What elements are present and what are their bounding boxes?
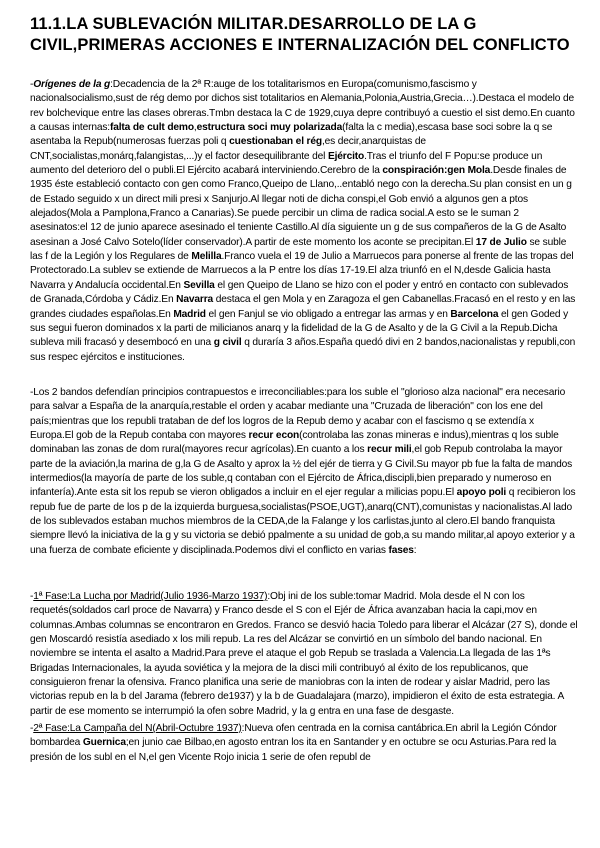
emphasis-run: recur econ	[248, 430, 300, 442]
text-run: ;en junio cae Bilbao,en agosto entran los ita en Santander y en octubre se ocu Asturias.Para red la presión de los subl en el N,el gen Vicente Rojo inicia 1 serie de ofen republ de	[30, 737, 557, 763]
emphasis-run: Madrid	[173, 308, 206, 320]
text-run: .Tras el triunfo del F Popu:se produce un aumento del deterioro del o publi.El Ejército acabará interviniendo.Cerebro de la	[30, 150, 543, 177]
emphasis-run: Melilla	[191, 251, 222, 263]
emphasis-run: Guernica	[82, 737, 126, 749]
text-run: :Obj ini de los suble:tomar Madrid. Mola desde el N con los requetés(soldados carl proce de Navarra) y Franco desde el S con el Ejér de África avanzaban hacia la capi,mov en columnas.Ambas columnas se encontraron en Gredos. Franco se desvió hacia Toledo para liberar el Alcázar (27 S), donde el gen Moscardó resistía asediado x los mili repub. La res del Alcázar se convirtió en un símbolo del bando nacional. En noviembre se intenta el asalto a Madrid.Para preve el ataque el gob Repub se traslada a Valencia.La llegada de las 1ªs Brigadas Internacionales, la ayuda soviética y la mejora de la disci mili contribuyó al éxito de los republicanos, que consiguieron frenar la ofensiva. Franco planifica una serie de maniobras con la inten de rodear y aislar Madrid, pero las victorias repub en la b del Jarama (febrero de1937) y la b de Guadalajara (marzo), impidieron el éxito de esta estrategia. A partir de ese momento se interrumpió la ofen sobre Madrid, y la g entra en una fase de desgaste.	[30, 591, 578, 717]
text-run: el gen Goded y sus segui fueron dominados x la parti de milicianos anarq y la fidelidad de la G de Asalto y de la G Civil a la Repub.Dicha subleva mili fracasó y desembocó en una	[30, 308, 569, 349]
text-run: destaca el gen Mola y en Zaragoza el gen Cabanellas.Fracasó en el resto y en las grandes ciudades españolas.En	[30, 294, 576, 320]
text-run: -	[30, 723, 34, 734]
emphasis-run: fases	[388, 544, 414, 556]
text-run: :Decadencia de la 2ª R:auge de los totalitarismos en Europa(comunismo,fascismo y nacionalsocialismo,sust de rég demo por dichos sist totalitarios en Alemania,Polonia,Austria,Grecia…).Destaca el modelo de rev bolchevique entre las clases obreras.Tmbn destaca la C de 1929,cuya depre contribuyó a cuestio el sist demo.En cuanto a causas internas:	[30, 79, 575, 134]
emphasis-run: Navarra	[176, 294, 214, 306]
text-run: el gen Queipo de Llano se hizo con el poder y entró en contacto con sublevados de Granada,Córdoba y Cádiz.En	[30, 279, 569, 306]
paragraph-two-sides	[30, 386, 578, 576]
emphasis-run: estructura soci muy polarizada	[196, 122, 343, 134]
text-run: ,es decir,anarquistas de CNT,socialistas,monárq,falangistas,...)y el factor desequilibrante del	[30, 136, 426, 162]
text-run: ,	[193, 122, 197, 134]
text-run: -	[30, 591, 34, 602]
paragraph-origins	[30, 78, 578, 378]
paragraph-phase-2	[30, 722, 578, 822]
emphasis-run: recur mili	[367, 444, 412, 456]
text-run: .Desde finales de 1935 éste estableció contacto con gen como Franco,Queipo de Llano,..entabló nego con la derecha.Su plan consist en un g de Estado seguido x un direct mili presi x Sanjurjo.Al llegar noti de dicha conspi,el Gob envió a algunos gen a ptos alejados(Mola a Pamplona,Franco a Canarias).Se puede percibir un clima de radica social.A esto se le suman 2 asesinatos:el 12 de junio aparece asesinado el teniente Castillo.Al día siguiente un g de sus compañeros de la G de Asalto asesinan a José Calvo Sotelo(líder conservador).A partir de este momento los aconte se precipitan.El	[30, 165, 572, 248]
text-run: q recibieron los repub fue de parte de los p de la izquierda burguesa,socialistas(PSOE,UGT),anarq(CNT),comunistas y nacionalistas.Al lado de los sublevados estaban muchos miembros de la CEDA,de la Falange y los carlistas,junto al clero.El bando franquista siempre llevó la iniciativa de la g y su victoria se debió ppalmente a su unidad de gob,a su mando militar,al apoyo exterior y a una fuerza de combate eficiente y disciplinada.Podemos divi el conflicto en varias	[30, 487, 576, 556]
text-run: (falta la c media),escasa base soci sobre la q se asentaba la Repub(numerosas fuerzas poli q	[30, 122, 553, 148]
emphasis-run: conspiración:gen Mola	[382, 165, 491, 177]
emphasis-run: Barcelona	[450, 308, 499, 320]
emphasis-run: falta de cult demo	[109, 122, 194, 134]
emphasis-run: 17 de Julio	[475, 236, 527, 248]
emphasis-run: g civil	[213, 337, 242, 349]
emphasis-run: cuestionaban el rég	[229, 136, 322, 148]
emphasis-run: Orígenes de la g	[33, 79, 111, 90]
text-run: .Franco vuela el 19 de Julio a Marruecos para ponerse al frente de las tropas del Protectorado.La sublev se extiende de Marruecos a la P entre los días 17-19.El alza triunfó en el N,desde Galicia hasta Navarra y Andalucía occidental.En	[30, 251, 574, 291]
text-run: se suble las f de la Legión y los Regulares de	[30, 236, 567, 263]
phase-heading: 2ª Fase:La Campaña del N(Abril-Octubre 1937)	[33, 723, 242, 734]
page-title: 11.1.LA SUBLEVACIÓN MILITAR.DESARROLLO DE LA G CIVIL,PRIMERAS ACCIONES E INTERNALIZACIÓN DEL CONFLICTO	[30, 15, 570, 54]
text-run: q duraría 3 años.España quedó divi en 2 bandos,nacionalistas y republi,con sus respec ejércitos e instituciones.	[30, 337, 576, 363]
phase-heading: 1ª Fase:La Lucha por Madrid(Julio 1936-Marzo 1937)	[33, 591, 268, 602]
emphasis-run: Ejército	[327, 150, 365, 162]
text-run: (controlaba las zonas mineras e indus),mientras q los suble dominaban las zonas de dom rural(mayores recur agrícolas).En cuanto a los	[30, 430, 559, 456]
text-run: -Los 2 bandos defendían principios contrapuestos e irreconciliables:para los suble el "glorioso alza nacional" era necesario para salvar a España de la anarquía,restable el orden y acabar mediante una "Cruzada de liberación" con los ene del país;mientras que los republi trataban de def los logros de la Repub demo y acabar con el fascismo q se extendía x Europa.El gob de la Repub contaba con mayores	[30, 387, 566, 442]
emphasis-run: apoyo poli	[456, 487, 507, 499]
emphasis-run: Sevilla	[183, 279, 215, 291]
text-run: :	[413, 544, 417, 556]
text-run: ,el gob Repub controlaba la mayor parte de la aviación,la marina de g,la G de Asalto y aprox la ½ del ejér de tierra y G Civil.Su mayor pb fue la falta de mandos intermedios(la mayoría de parte de los suble,q contaban con el Ejército de África,discipli,bien preparado y numeroso en infantería).Ante esta sit los repub se vieron obligados a incluir en el ejer regular a milicias popu.El	[30, 444, 573, 499]
text-run: el gen Fanjul se vio obligado a entregar las armas y en	[205, 308, 451, 320]
text-run: :Nueva ofen centrada en la cornisa cantábrica.En abril la Legión Cóndor bombardea	[30, 723, 557, 749]
text-run: -	[30, 79, 34, 90]
paragraph-phase-1	[30, 590, 578, 715]
